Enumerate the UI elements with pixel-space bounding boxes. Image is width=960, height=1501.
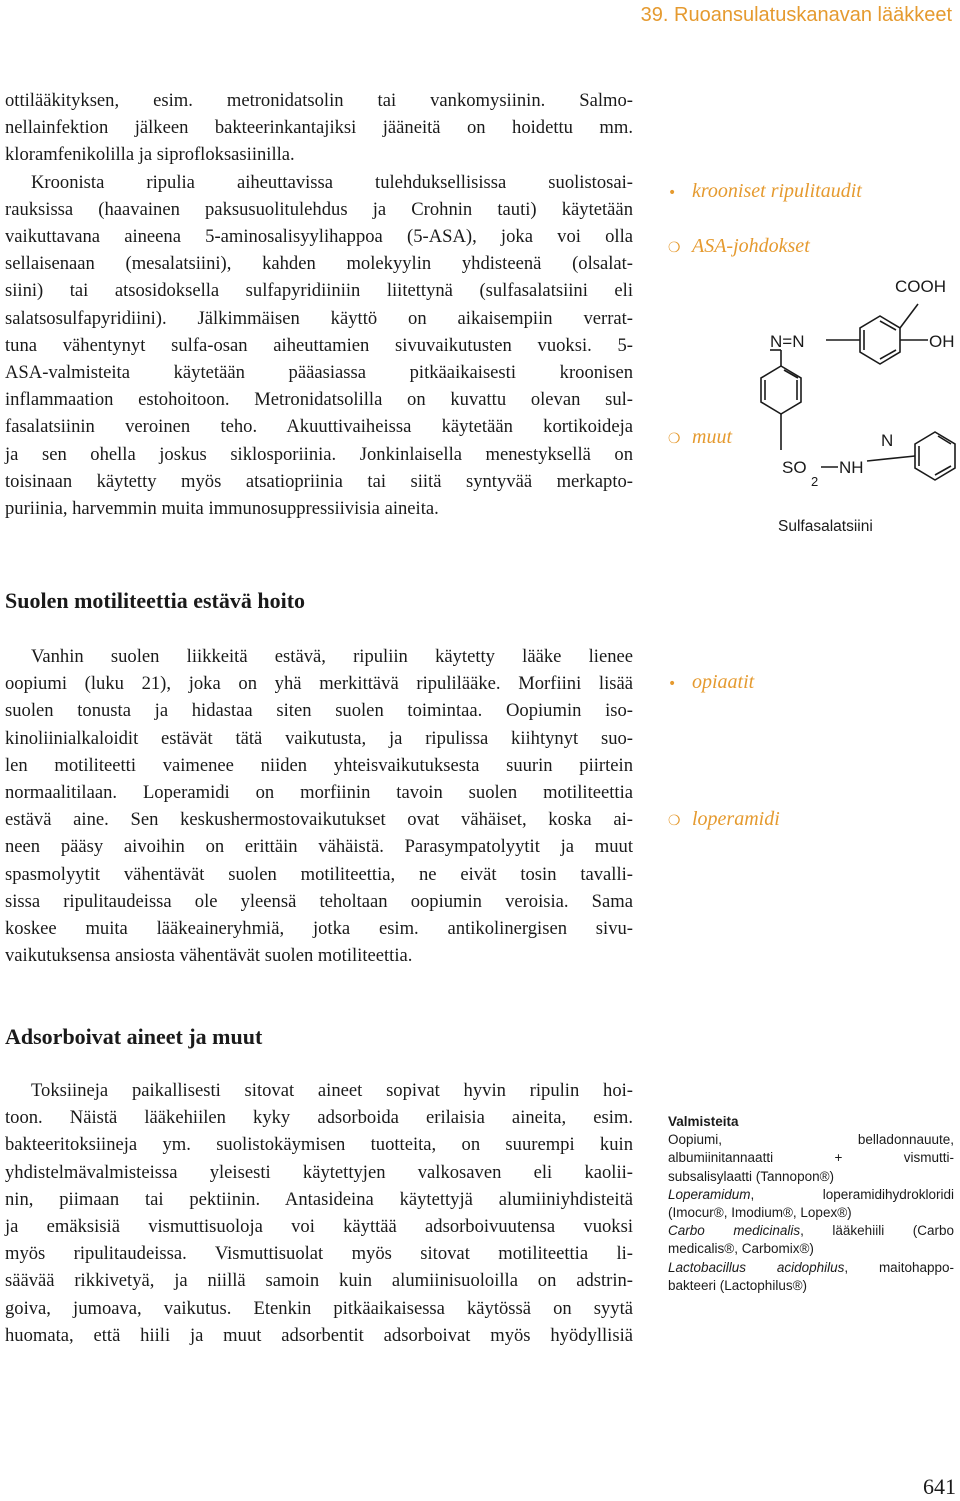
preparations-list <box>668 1131 954 1295</box>
oh-label: OH <box>929 332 955 351</box>
text-line: tuna vähentynyt sulfa-osan aiheuttamien sivuvaikutusten vuoksi. 5- <box>5 334 633 356</box>
section2-text <box>5 643 633 969</box>
text-line: vaikutuksensa ansiosta vähentävät suolen motiliteettia. <box>5 945 413 967</box>
preparation-text: , maitohappo- <box>844 1259 954 1275</box>
running-head: 39. Ruoansulatuskanavan lääkkeet <box>640 4 952 26</box>
preparations-box <box>668 1113 954 1295</box>
text-line: salatsosulfapyridiini). Jälkimmäisen käyttö on aikaisempiin verrat- <box>5 307 633 329</box>
preparation-line <box>668 1186 954 1204</box>
text-line: ja sen ohella joskus siklosporiinia. Jonkinlaisella menestyksellä on <box>5 443 633 465</box>
cooh-label: COOH <box>895 277 946 296</box>
preparation-text: subsalisylaatti (Tannopon®) <box>668 1168 835 1184</box>
bullet-hollow-icon: ❍ <box>668 431 681 447</box>
text-line: normaalitilaan. Loperamidi on morfiinin tavoin suolen motiliteettia <box>5 782 633 804</box>
section3-heading: Adsorboivat aineet ja muut <box>5 1024 263 1049</box>
text-line: oopiumi (luku 21), joka on yhä merkittävä ripulilääke. Morfiini lisää <box>5 673 633 695</box>
section1-text <box>5 87 633 522</box>
text-line: len motiliteetti vaimenee niiden yhteisvaikutuksesta suurin piirtein <box>5 754 633 776</box>
preparation-generic-name: Loperamidum <box>668 1186 751 1202</box>
preparation-line <box>668 1240 954 1258</box>
margin-note-krooniset <box>668 180 862 203</box>
nh-label: NH <box>839 458 864 477</box>
text-line: toon. Näistä lääkehiilen kyky adsorboida erilaisia aineita, esim. <box>5 1107 633 1129</box>
text-line: myös ripulitaudeissa. Vismuttisuolat myös sitovat motiliteettia li- <box>5 1243 633 1265</box>
preparation-text: , loperamidihydrokloridi <box>750 1186 954 1202</box>
text-line: puriinia, harvemmin muita immunosuppressiivisia aineita. <box>5 498 439 520</box>
text-line: Kroonista ripulia aiheuttavissa tulehduksellisissa suolistosai- <box>31 171 633 193</box>
preparation-text: bakteeri (Lactophilus®) <box>668 1277 808 1293</box>
preparation-text: (Imocur®, Imodium®, Lopex®) <box>668 1205 852 1221</box>
text-line: ASA-valmisteita käytetään pääasiassa pitkäaikaisesti kroonisen <box>5 362 633 384</box>
text-line: Vanhin suolen liikkeitä estävä, ripuliin käytetty lääke lienee <box>31 646 633 667</box>
text-line: toisinaan käytetty myös atsatiopriinia tai siitä syntyvää merkapto- <box>5 470 633 492</box>
preparation-text: medicalis®, Carbomix®) <box>668 1241 814 1257</box>
text-line: goiva, jumoava, vaikutus. Etenkin pitkäaikaisessa käytössä on syytä <box>5 1297 633 1319</box>
text-line: spasmolyytit vähentävät suolen motiliteettia, ne eivät tosin tavalli- <box>5 863 633 885</box>
text-line: suolen tonusta ja hidastaa siten suolen toimintaa. Oopiumin iso- <box>5 700 633 722</box>
text-line: neen pääsy aivoihin on erittäin vähäistä. Parasympatolyytit ja muut <box>5 836 633 858</box>
preparation-generic-name: Lactobacillus acidophilus <box>668 1259 845 1275</box>
text-line: Toksiineja paikallisesti sitovat aineet sopivat hyvin ripulin hoi- <box>31 1080 633 1101</box>
preparation-line <box>668 1204 954 1222</box>
bullet-filled-icon: • <box>668 676 677 692</box>
margin-note-label: loperamidi <box>692 808 780 830</box>
text-line: kinoliinialkaloidit estävät tätä vaikutusta, ja ripulissa kiihtynyt suo- <box>5 727 633 749</box>
preparation-line <box>668 1149 954 1167</box>
text-line: inflammaation estohoitoon. Metronidatsolilla on kuvattu olevan sul- <box>5 389 633 411</box>
pyridine-n-label: N <box>881 431 894 450</box>
text-line: vaikuttavana aineena 5-aminosalisyylihappoa (5-ASA), joka voi olla <box>5 226 633 248</box>
preparation-generic-name: Carbo medicinalis <box>668 1223 801 1239</box>
preparation-line <box>668 1222 954 1240</box>
margin-note-asa <box>668 235 810 258</box>
text-line: nellainfektion jälkeen bakteerinkantajiksi jääneitä on hoidettu mm. <box>5 117 633 139</box>
text-line: huomata, että hiili ja muut adsorbentit adsorboivat myös hyödyllisiä <box>5 1324 633 1346</box>
margin-note-label: opiaatit <box>692 671 755 693</box>
so2-label: SO <box>782 458 807 477</box>
preparation-line <box>668 1131 954 1149</box>
text-line: kloramfenikolilla ja siprofloksasiinilla. <box>5 144 295 166</box>
text-line: sissa ripulitaudeissa ole yleensä teholtaan oopiumin veroisia. Sama <box>5 890 633 912</box>
so2-subscript: 2 <box>811 474 819 489</box>
bullet-hollow-icon: ❍ <box>668 240 681 256</box>
text-line: säävää rikkivetyä, ja niillä samoin kuin alumiinisuoloilla on adstrin- <box>5 1270 633 1292</box>
text-line: yhdistelmävalmisteissa yleisesti käytettyjen valkosaven eli kaolii- <box>5 1161 633 1183</box>
preparation-text: Oopiumi, belladonnauute, <box>668 1132 954 1148</box>
margin-note-opiaatit <box>668 671 754 694</box>
text-line: estävä aine. Sen keskushermostovaikutukset ovat vähäiset, koska ai- <box>5 809 633 831</box>
text-line: nin, piimaan tai pektiinin. Antasideina käytettyjä alumiiniyhdisteitä <box>5 1188 633 1210</box>
preparation-line <box>668 1277 954 1295</box>
margin-note-label: muut <box>692 426 732 448</box>
text-line: fasalatsiinin veroinen teho. Akuuttivaiheissa käytetään kortikoideja <box>5 416 633 438</box>
azo-label: N=N <box>770 332 805 351</box>
page-number: 641 <box>923 1474 956 1499</box>
margin-note-loperamidi <box>668 808 780 831</box>
preparation-line <box>668 1259 954 1277</box>
text-line: sellaisenaan (mesalatsiini), kahden molekyylin yhdisteenä (olsalat- <box>5 253 633 275</box>
margin-note-label: krooniset ripulitaudit <box>692 180 862 202</box>
preparation-text: , lääkehiili (Carbo <box>800 1223 955 1239</box>
bullet-hollow-icon: ❍ <box>668 813 681 829</box>
text-line: koskee muita lääkeaineryhmiä, jotka esim. antikolinergisen sivu- <box>5 918 633 940</box>
preparation-text: albumiinitannaatti + vismutti- <box>668 1150 954 1166</box>
section2-heading: Suolen motiliteettia estävä hoito <box>5 588 306 613</box>
text-line: ottilääkityksen, esim. metronidatsolin tai vankomysiinin. Salmo- <box>5 90 633 111</box>
text-line: rauksissa (haavainen paksusuolitulehdus ja Crohnin tauti) käytetään <box>5 198 633 220</box>
sulfasalazine-structure <box>740 268 960 548</box>
text-line: siini) tai atsosidoksella sulfapyridiiniin liitettynä (sulfasalatsiini eli <box>5 280 633 302</box>
section3-text <box>5 1077 633 1349</box>
text-line: ja emäksisiä vismuttisuoloja voi käyttää adsorboivuutensa vuoksi <box>5 1216 633 1238</box>
structure-caption: Sulfasalatsiini <box>778 518 873 535</box>
margin-note-label: ASA-johdokset <box>692 235 810 257</box>
preparation-line <box>668 1168 954 1186</box>
text-line: bakteeritoksiineja ym. suolistokäymisen tuotteita, on suurempi kuin <box>5 1134 633 1156</box>
bullet-filled-icon: • <box>668 185 677 201</box>
margin-note-muut <box>668 426 732 449</box>
preparations-title: Valmisteita <box>668 1114 739 1129</box>
